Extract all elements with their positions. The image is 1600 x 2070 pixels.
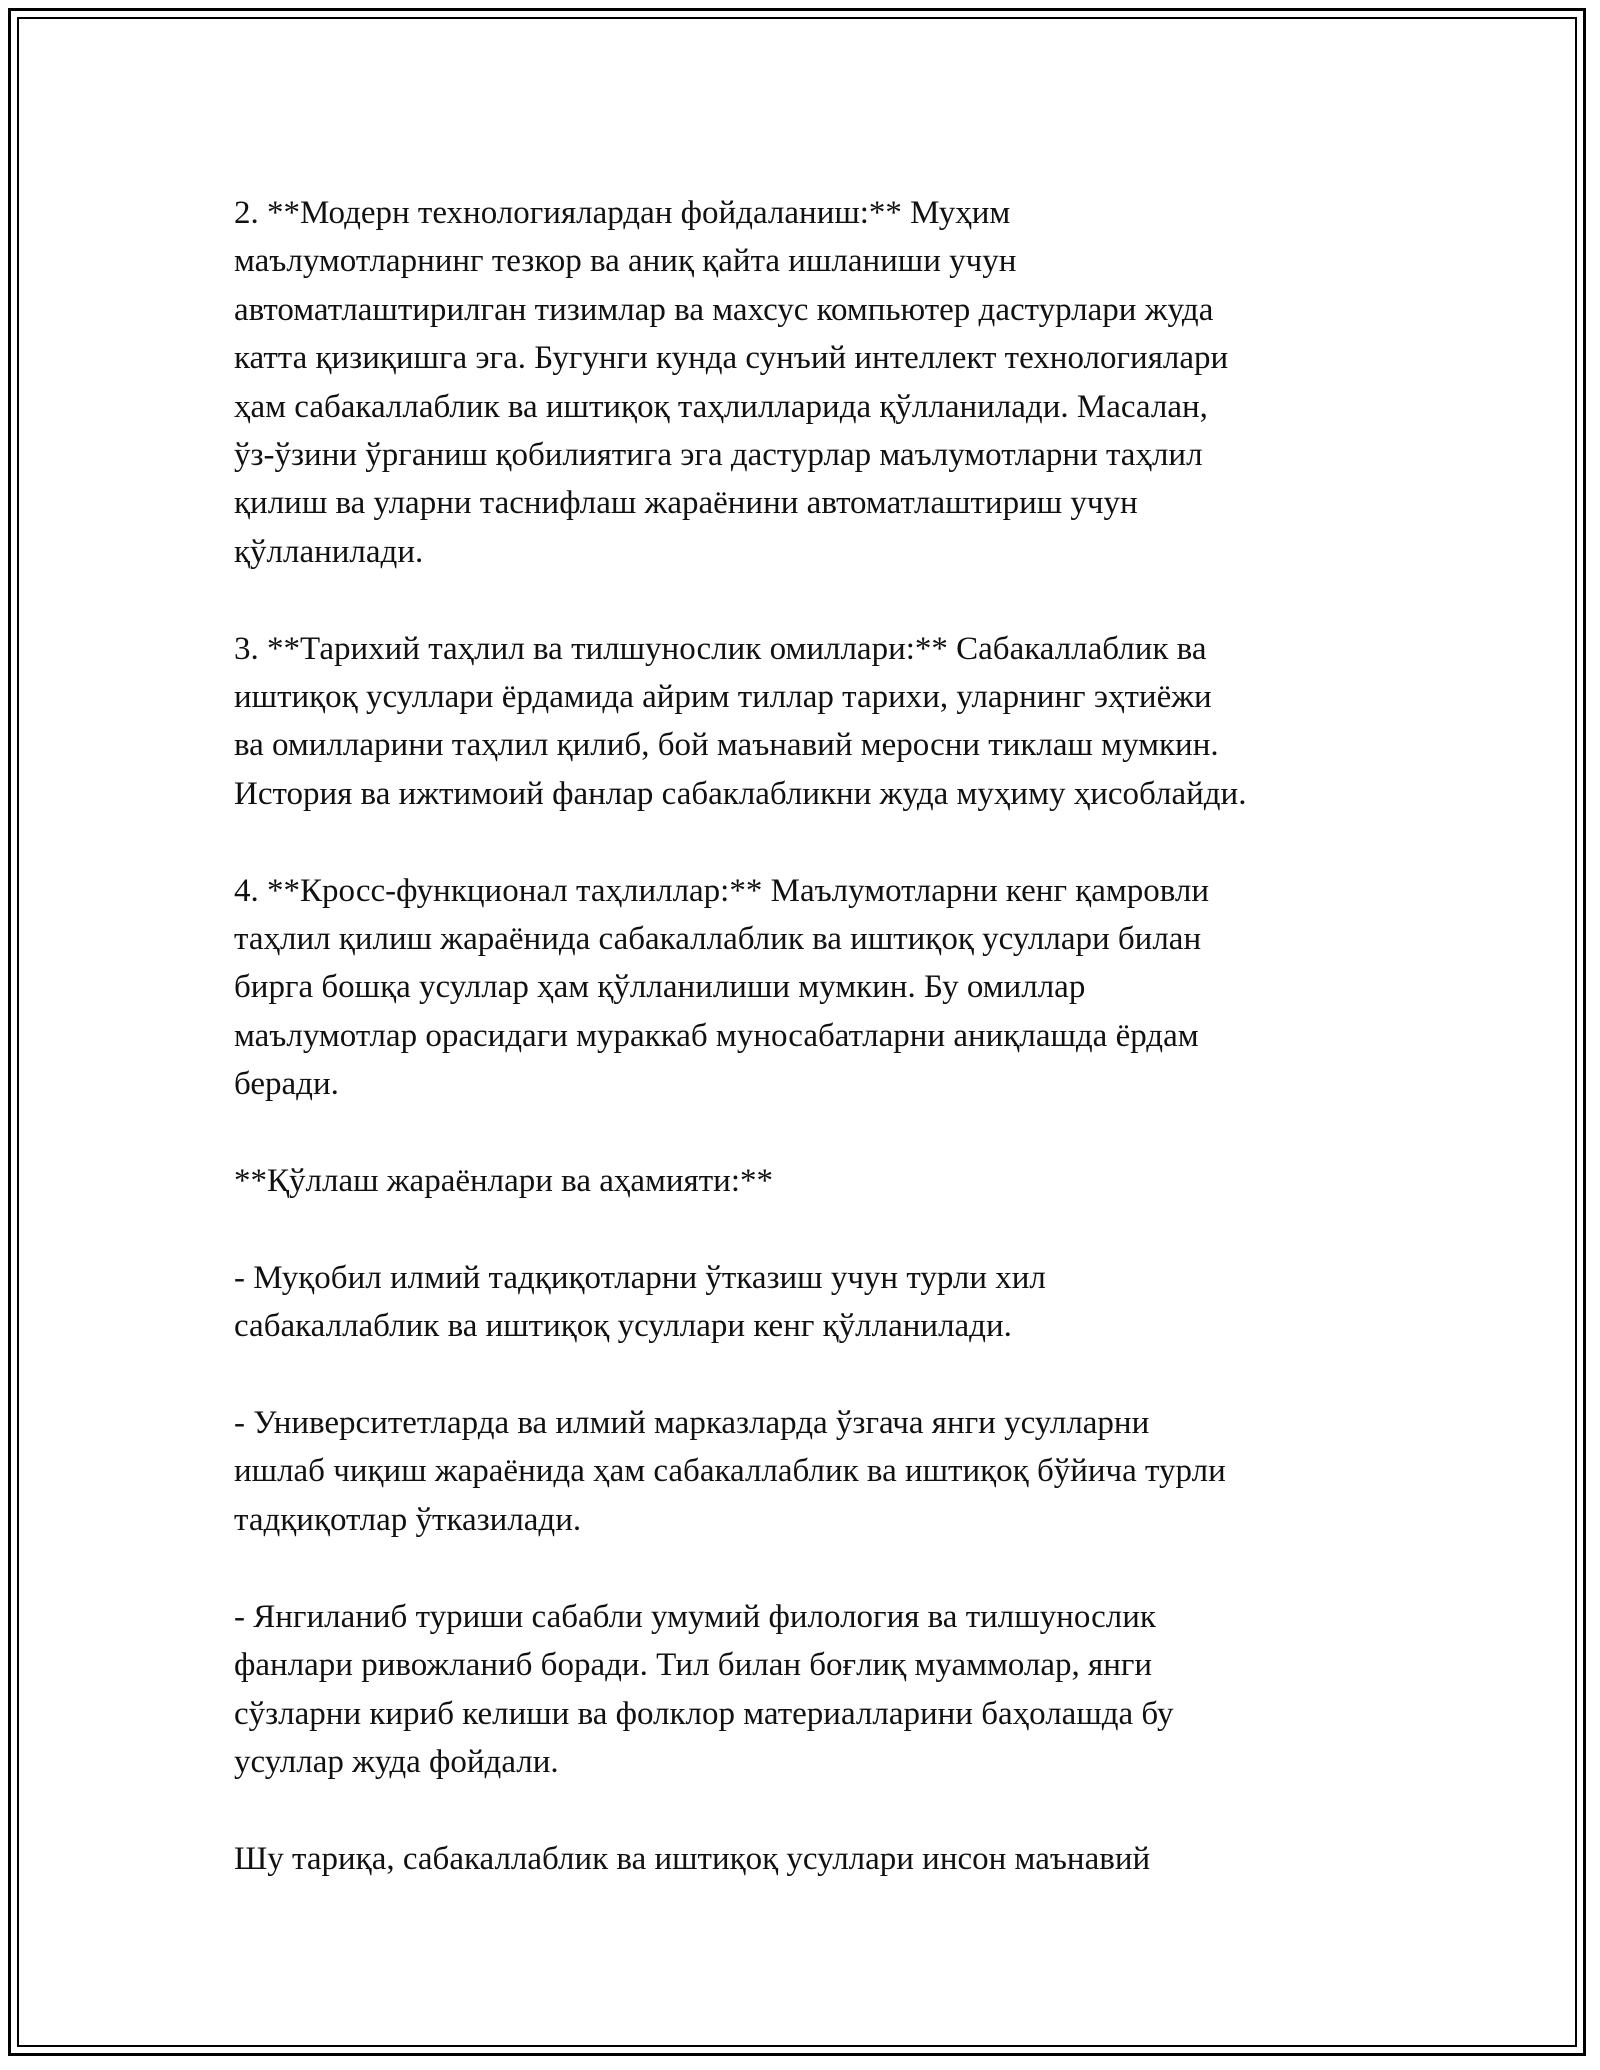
list-item-philology: - Янгиланиб туриши сабабли умумий филология ва тилшунослик фанлари ривожланиб боради. Тил билан боғлиқ муаммолар, янги сўзларни кириб келиши ва фолклор материалларини баҳолашда бу усуллар жуда фойдали. — [234, 1598, 1174, 1780]
document-body — [234, 189, 1384, 1883]
list-item-research: - Муқобил илмий тадқиқотларни ўтказиш учун турли хил сабакаллаблик ва иштиқоқ усуллари кенг қўлланилади. — [234, 1259, 1046, 1345]
list-item-universities: - Университетларда ва илмий марказларда ўзгача янги усулларни ишлаб чиқиш жараёнида ҳам сабакаллаблик ва иштиқоқ бўйича турли тадқиқотлар ўтказилади. — [234, 1405, 1226, 1538]
section-heading-application: **Қўллаш жараёнлари ва аҳамияти:** — [234, 1163, 773, 1200]
paragraph-cross-functional: 4. **Кросс-функционал таҳлиллар:** Маълумотларни кенг қамровли таҳлил қилиш жараёнида сабакаллаблик ва иштиқоқ усуллари билан бирга бошқа усуллар ҳам қўлланилиши мумкин. Бу омиллар маълумотлар орасидаги мураккаб муносабатларни аниқлашда ёрдам беради. — [234, 872, 1210, 1103]
paragraph-conclusion: Шу тариқа, сабакаллаблик ва иштиқоқ усуллари инсон маънавий — [234, 1840, 1151, 1877]
paragraph-historical-analysis: 3. **Тарихий таҳлил ва тилшунослик омиллари:** Сабакаллаблик ва иштиқоқ усуллари ёрдамида айрим тиллар тарихи, уларнинг эҳтиёжи ва омилларини таҳлил қилиб, бой маънавий меросни тиклаш мумкин. История ва ижтимоий фанлар сабаклабликни жуда муҳиму ҳисоблайди. — [234, 630, 1247, 812]
paragraph-modern-technologies: 2. **Модерн технологиялардан фойдаланиш:** Муҳим маълумотларнинг тезкор ва аниқ қайта ишланиши учун автоматлаштирилган тизимлар ва махсус компьютер дастурлари жуда катта қизиқишга эга. Бугунги кунда сунъий интеллект технологиялари ҳам сабакаллаблик ва иштиқоқ таҳлилларида қўлланилади. Масалан, ўз-ўзини ўрганиш қобилиятига эга дастурлар маълумотларни таҳлил қилиш ва уларни таснифлаш жараёнини автоматлаштириш учун қўлланилади. — [234, 195, 1229, 570]
